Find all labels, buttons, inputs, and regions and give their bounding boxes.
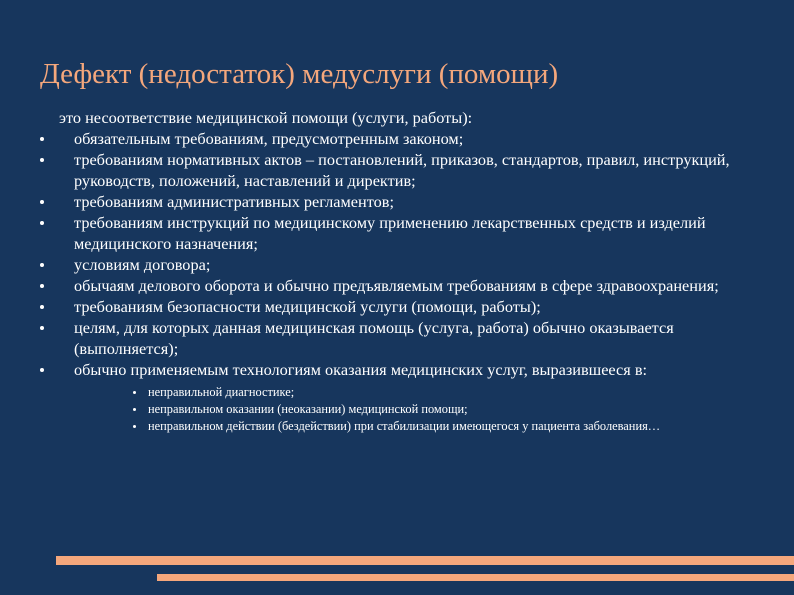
sub-list-item: неправильном оказании (неоказании) медицинской помощи;: [133, 401, 755, 418]
slide-title: Дефект (недостаток) медуслуги (помощи): [40, 58, 559, 90]
list-item: требованиям инструкций по медицинскому применению лекарственных средств и изделий медицинского назначения;: [40, 212, 755, 254]
slide-content: [40, 107, 755, 435]
decorative-stripe-bottom: [157, 574, 794, 581]
sub-list-item: неправильном действии (бездействии) при стабилизации имеющегося у пациента заболевания…: [133, 418, 755, 435]
list-item: обычно применяемым технологиям оказания медицинских услуг, выразившееся в:: [40, 359, 755, 380]
sub-list-item: неправильной диагностике;: [133, 384, 755, 401]
sub-list: [40, 384, 755, 435]
list-item: обязательным требованиям, предусмотренным законом;: [40, 128, 755, 149]
list-item: требованиям административных регламентов;: [40, 191, 755, 212]
list-item: целям, для которых данная медицинская помощь (услуга, работа) обычно оказывается (выполняется);: [40, 317, 755, 359]
decorative-stripe-top: [56, 556, 794, 565]
list-item: условиям договора;: [40, 254, 755, 275]
list-item: требованиям безопасности медицинской услуги (помощи, работы);: [40, 296, 755, 317]
intro-text: это несоответствие медицинской помощи (услуги, работы):: [59, 108, 473, 127]
list-item: обычаям делового оборота и обычно предъявляемым требованиям в сфере здравоохранения;: [40, 275, 755, 296]
list-item: требованиям нормативных актов – постановлений, приказов, стандартов, правил, инструкций, руководств, положений, наставлений и директив;: [40, 149, 755, 191]
requirements-list: [40, 128, 755, 380]
